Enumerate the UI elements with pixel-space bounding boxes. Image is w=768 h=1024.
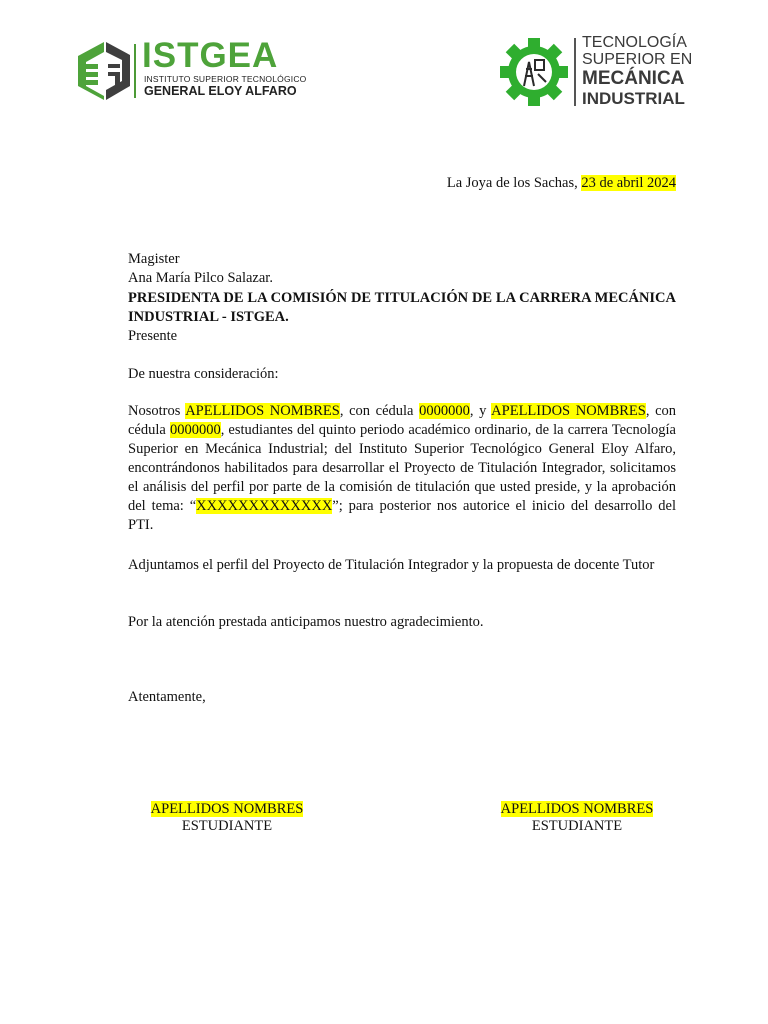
istgea-emblem-icon <box>78 42 130 100</box>
logo-line-1: TECNOLOGÍA <box>582 34 687 51</box>
body-paragraph-2: Adjuntamos el perfil del Proyecto de Titulación Integrador y la propuesta de docente Tutor <box>128 557 655 573</box>
body-text: , y <box>469 403 492 419</box>
body-paragraph-3: Por la atención prestada anticipamos nuestro agradecimiento. <box>128 614 484 630</box>
logo-divider <box>574 38 576 106</box>
greeting: De nuestra consideración: <box>128 366 279 382</box>
closing: Atentamente, <box>128 689 206 705</box>
body-text: ”; para posterior nos autorice el inicio del desarrollo del PTI. <box>128 498 677 533</box>
recipient-title: Magister <box>128 251 180 267</box>
student-id-2: 0000000 <box>169 422 221 438</box>
logo-line-2: SUPERIOR EN <box>582 51 693 68</box>
signature-name-2: APELLIDOS NOMBRES <box>500 801 654 817</box>
logo-divider <box>134 44 136 98</box>
date-value: 23 de abril 2024 <box>581 175 676 191</box>
date-line <box>447 174 676 193</box>
logo-line-4: INDUSTRIAL <box>582 89 685 108</box>
date-place: La Joya de los Sachas, <box>446 175 582 191</box>
presente: Presente <box>128 328 178 344</box>
mecanica-industrial-logo <box>498 34 708 112</box>
body-paragraph-1 <box>128 402 676 535</box>
body-text: , con cédula <box>128 403 677 438</box>
body-text: Nosotros <box>128 403 186 419</box>
signature-role-2: ESTUDIANTE <box>531 818 623 834</box>
signature-name-1: APELLIDOS NOMBRES <box>150 801 304 817</box>
student-name-1: APELLIDOS NOMBRES <box>185 403 340 419</box>
body-text: , con cédula <box>339 403 420 419</box>
signature-block-2 <box>457 801 697 835</box>
recipient-name: Ana María Pilco Salazar. <box>128 270 273 286</box>
logo-name: GENERAL ELOY ALFARO <box>144 84 297 98</box>
logo-line-3: MECÁNICA <box>582 68 685 89</box>
recipient-role: PRESIDENTA DE LA COMISIÓN DE TITULACIÓN DE LA CARRERA MECÁNICA INDUSTRIAL - ISTGEA. <box>128 290 676 325</box>
istgea-logo <box>78 36 308 102</box>
student-name-2: APELLIDOS NOMBRES <box>491 403 646 419</box>
logo-brand: ISTGEA <box>142 36 279 75</box>
body-text: , estudiantes del quinto periodo académico ordinario, de la carrera Tecnología Superior en Mecánica Industrial; del Instituto Superior Tecnológico General Eloy Alfaro, encontrándonos habilitados para desarrollar el Proyecto de Titulación Integrador, solicitamos el análisis del perfil por parte de la comisión de titulación que usted preside, y la aprobación del tema: “ <box>128 422 676 514</box>
student-id-1: 0000000 <box>419 403 470 419</box>
gear-icon <box>498 36 570 108</box>
logo-subtitle: INSTITUTO SUPERIOR TECNOLÓGICO <box>144 74 307 84</box>
signature-block-1 <box>107 801 347 835</box>
signature-role-1: ESTUDIANTE <box>181 818 273 834</box>
topic-placeholder: XXXXXXXXXXXXX <box>196 498 333 514</box>
